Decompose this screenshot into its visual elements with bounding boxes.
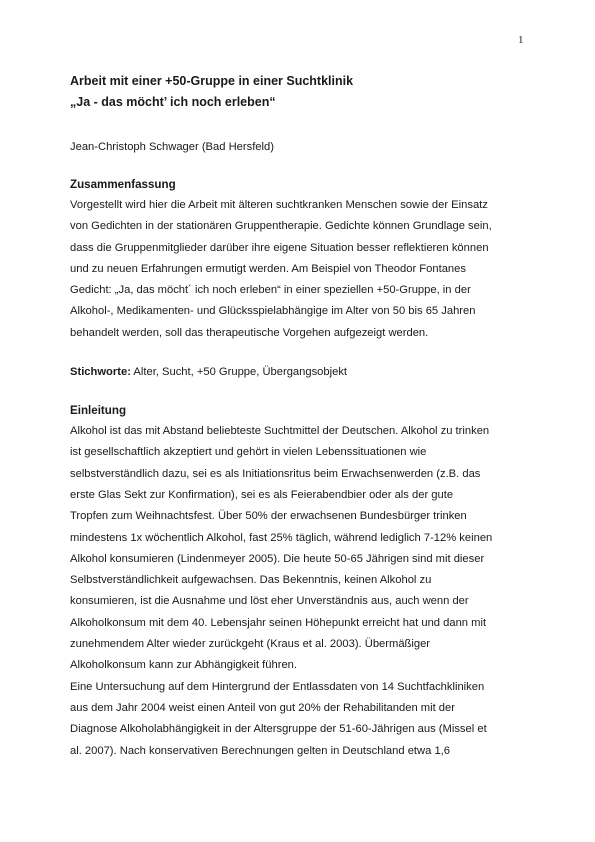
keywords-text: Alter, Sucht, +50 Gruppe, Übergangsobjekt: [130, 366, 348, 379]
summary-line: Vorgestellt wird hier die Arbeit mit älteren suchtkranken Menschen sowie der Einsatz: [70, 199, 488, 211]
intro-line: Selbstverständlichkeit aufgewachsen. Das Bekenntnis, keinen Alkohol zu: [70, 574, 432, 587]
summary-line: von Gedichten in der stationären Gruppentherapie. Gedichte können Grundlage sein,: [70, 220, 492, 233]
title-line-1: Arbeit mit einer +50-Gruppe in einer Suchtklinik: [70, 74, 354, 88]
intro-line: zunehmendem Alter wieder zurückgeht (Kraus et al. 2003). Übermäßiger: [70, 638, 431, 651]
keywords-line: [70, 363, 530, 381]
summary-line: dass die Gruppenmitglieder darüber ihre eigene Situation besser reflektieren können: [70, 241, 489, 254]
intro-line: Alkoholkonsum mit dem 40. Lebensjahr seinen Höhepunkt erreicht hat und dann mit: [70, 616, 487, 629]
title-line-2: „Ja - das möcht’ ich noch erleben“: [70, 95, 276, 109]
intro-line: aus dem Jahr 2004 weist einen Anteil von gut 20% der Rehabilitanden mit der: [70, 701, 455, 714]
intro-line: erste Glas Sekt zur Konfirmation), sei es als Feierabendbier oder als der gute: [70, 488, 454, 501]
summary-heading: Zusammenfassung: [70, 178, 176, 191]
intro-line: al. 2007). Nach konservativen Berechnungen gelten in Deutschland etwa 1,6: [70, 744, 450, 757]
page-number: 1: [518, 34, 524, 46]
intro-line: Alkohol konsumieren (Lindenmeyer 2005). Die heute 50-65 Jährigen sind mit dieser: [70, 552, 485, 565]
intro-line: Eine Untersuchung auf dem Hintergrund der Entlassdaten von 14 Suchtfachkliniken: [70, 680, 485, 693]
intro-line: Tropfen zum Weihnachtsfest. Über 50% der erwachsenen Bundesbürger trinken: [70, 510, 467, 523]
keywords-label: Stichworte:: [70, 366, 131, 379]
intro-line: selbstverständlich dazu, sei es als Initiationsritus beim Erwachsenwerden (z.B. das: [70, 467, 481, 480]
intro-line: Diagnose Alkoholabhängigkeit in der Altersgruppe der 51-60-Jährigen aus (Missel et: [70, 723, 487, 736]
summary-line: behandelt werden, soll das therapeutische Vorgehen aufgezeigt werden.: [70, 326, 429, 339]
summary-paragraph: [70, 195, 530, 344]
intro-line: mindestens 1x wöchentlich Alkohol, fast 25% täglich, während lediglich 7-12% keinen: [70, 531, 493, 544]
intro-line: ist gesellschaftlich akzeptiert und gehört in vielen Lebenssituationen wie: [70, 446, 427, 459]
summary-line: Gedicht: „Ja, das möcht´ ich noch erleben“ in einer speziellen +50-Gruppe, in der: [70, 284, 471, 297]
intro-line: konsumieren, ist die Ausnahme und löst eher Unverständnis aus, auch wenn der: [70, 595, 469, 608]
intro-paragraph: [70, 421, 530, 762]
document-body: [70, 71, 530, 762]
author-line: Jean-Christoph Schwager (Bad Hersfeld): [70, 141, 274, 153]
intro-line: Alkohol ist das mit Abstand beliebteste Suchtmittel der Deutschen. Alkohol zu trinken: [70, 425, 490, 438]
summary-line: und zu neuen Erfahrungen ermutigt werden. Am Beispiel von Theodor Fontanes: [70, 262, 466, 275]
intro-line: Alkoholkonsum kann zur Abhängigkeit führen.: [70, 659, 297, 672]
intro-heading: Einleitung: [70, 404, 127, 418]
summary-line: Alkohol-, Medikamenten- und Glücksspielabhängige im Alter von 50 bis 65 Jahren: [70, 305, 476, 318]
